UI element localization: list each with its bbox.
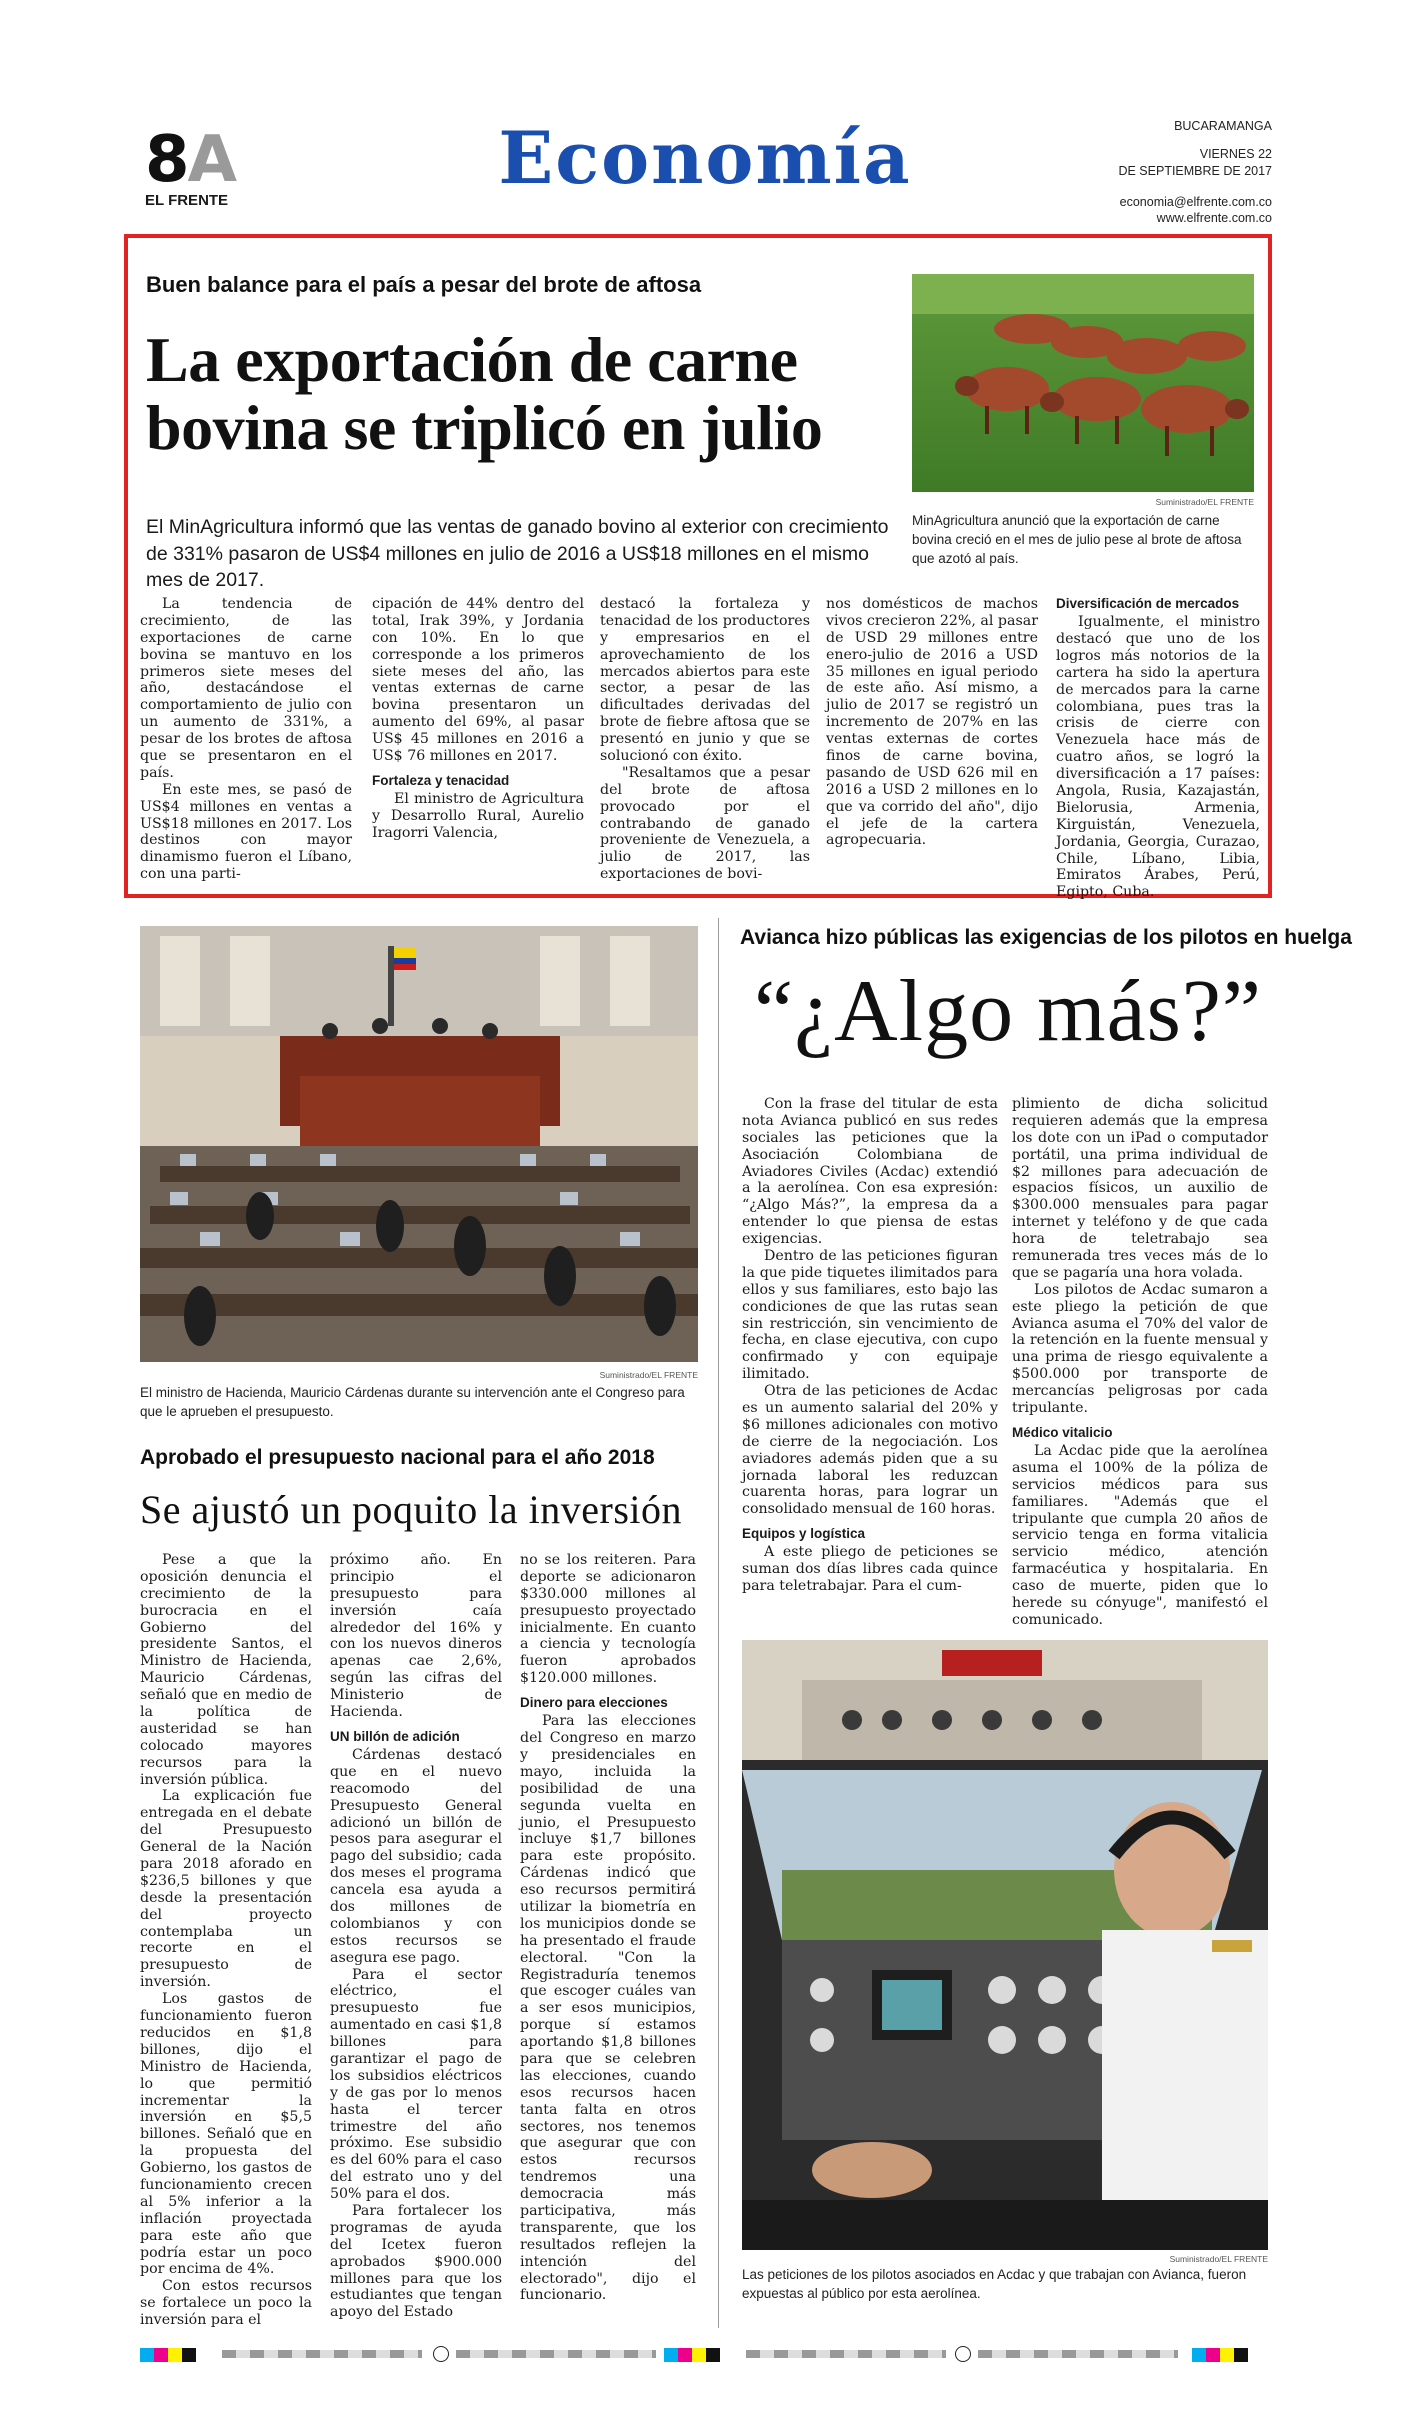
top-story-col-5: Diversificación de mercados Igualmente, el ministro destacó que uno de los logros más notorios de la cartera ha sido la apertura de mercados para la carne colombiana, pues tras la crisis de cierre con Venezuela hace más de cuatro años, se logró la diversificación a 17 países: Angola, Rusia, Kazajastán, Bielorusia, Armenia, Kirguistán, Venezuela, Jordania, Georgia, Curazao, Chile, Líbano, Libia, Emiratos Árabes, Perú, Egipto, Cuba. (1056, 596, 1260, 901)
contact-block (1120, 194, 1272, 227)
top-story-col-3: destacó la fortaleza y tenacidad de los productores y empresarios en el aprovechamiento de los mercados abiertos para este sector, a pesar de las dificultades derivadas del brote de fiebre aftosa que se presentó en junio y que se solucionó con éxito. "Resaltamos que a pesar del brote de aftosa provocado por el contrabando de ganado proveniente de Venezuela, a julio de 2017, las exportaciones de bovi- (600, 596, 810, 883)
website-link[interactable]: www.elfrente.com.co (1156, 211, 1272, 226)
top-story-col-2: cipación de 44% dentro del total, Irak 39%, y Jordania con 10%. En lo que corresponde a los primeros siete meses del año, las ventas externas de carne bovina presentaron un aumento del 69%, al pasar US$ 45 millones en 2016 a US$ 76 millones en 2017. Fortaleza y tenacidad El ministro de Agricultura y Desarrollo Rural, Aurelio Iragorri Valencia, (372, 596, 584, 841)
subhead-equipos: Equipos y logística (742, 1526, 866, 1542)
subhead-billon: UN billón de adición (330, 1728, 460, 1744)
paper-name: EL FRENTE (145, 192, 229, 209)
section-title: Economía (498, 115, 912, 200)
top-story-headline: La exportación de carne bovina se triplicó en julio (146, 324, 823, 463)
cattle-photo-caption: MinAgricultura anunció que la exportación de carne bovina creció en el mes de julio pese al brote de aftosa que azotó al país. (912, 513, 1242, 566)
gray-bar-far-right (978, 2350, 1178, 2358)
page-number: 8A (145, 123, 236, 197)
city: BUCARAMANGA (1174, 119, 1272, 133)
subhead-diversificacion: Diversificación de mercados (1056, 596, 1240, 611)
top-story-col-4: nos domésticos de machos vivos crecieron 22%, al pasar de USD 29 millones entre enero-julio de 2016 a USD 35 millones en igual periodo de este año. Así mismo, a julio de 2017 se registró un incremento de 207% en las ventas externas de cortes finos de carne bovina, pasando de USD 626 mil en 2016 a USD 2 millones en lo que va corrido del año", dijo el jefe de la cartera agropecuaria. (826, 596, 1038, 849)
budget-story-kicker: Aprobado el presupuesto nacional para el año 2018 (140, 1446, 655, 1469)
date-line-2: DE SEPTIEMBRE DE 2017 (1118, 163, 1272, 178)
date-line-1: VIERNES 22 (1199, 147, 1272, 162)
color-bar-left (140, 2347, 210, 2361)
email-link[interactable]: economia@elfrente.com.co (1119, 195, 1272, 209)
top-story-deck: El MinAgricultura informó que las ventas de ganado bovino al exterior con crecimiento de 331% pasaron de US$4 millones en julio de 2016 a US$18 millones en el mismo mes de 2017. (146, 516, 889, 592)
gray-bar-left (222, 2350, 422, 2358)
registration-mark-left (433, 2346, 449, 2362)
cattle-photo (912, 274, 1254, 492)
budget-story-headline: Se ajustó un poquito la inversión (140, 1487, 683, 1532)
registration-mark-right (955, 2346, 971, 2362)
top-story-kicker: Buen balance para el país a pesar del brote de aftosa (146, 272, 702, 297)
congress-photo-caption: El ministro de Hacienda, Mauricio Cárdenas durante su intervención ante el Congreso para que le aprueben el presupuesto. (140, 1385, 685, 1419)
congress-photo-credit: Suministrado/EL FRENTE (599, 1370, 698, 1380)
gray-bar-center (456, 2350, 656, 2358)
subhead-medico: Médico vitalicio (1012, 1424, 1113, 1440)
avianca-story-kicker: Avianca hizo públicas las exigencias de los pilotos en huelga (740, 926, 1352, 949)
budget-story-col-3: no se los reiteren. Para deporte se adicionaron $330.000 millones al presupuesto proyectado inicialmente. En cuanto a ciencia y tecnología fueron aprobados $120.000 millones. Dinero para elecciones Para las elecciones del Congreso en marzo y presidenciales en mayo, incluida la posibilidad de una segunda vuelta en junio, el Presupuesto incluye $1,7 billones para este propósito. Cárdenas indicó que eso recursos permitirá utilizar la biometría en los municipios donde se ha presentado el fraude electoral. "Con la Registraduría tenemos que escoger cuáles van a ser esos municipios, porque sí estamos aportando $1,8 billones para que se celebren las elecciones, cuando esos recursos hacen tanta falta en otros sectores, nos tenemos que asegurar que con estos recursos tendremos una democracia más participativa, más transparente, que los resultados reflejen la intención del electorado", dijo el funcionario. (520, 1552, 696, 2304)
color-bar-center (664, 2347, 734, 2361)
gray-bar-right (746, 2350, 946, 2358)
subhead-elecciones: Dinero para elecciones (520, 1695, 668, 1711)
date-block (1118, 118, 1272, 179)
avianca-story-col-1: Con la frase del titular de esta nota Avianca publicó en sus redes sociales las peticiones que la Asociación Colombiana de Aviadores Civiles (Acdac) extendió a la aerolínea. Con esa expresión: “¿Algo Más?”, la empresa da a entender lo que piensa de estas exigencias. Dentro de las peticiones figuran la que pide tiquetes ilimitados para ellos y sus familiares, esto bajo las condiciones de que las rutas sean sin restricción, sin vencimiento de fecha, en clase ejecutiva, con cupo confirmado y con equipaje ilimitado. Otra de las peticiones de Acdac es un aumento salarial del 20% y $6 millones adicionales con motivo de cierre de la negociación. Los aviadores además piden que a su jornada laboral les reduzcan cuarenta horas, para lograr un consolidado mensual de 160 horas. Equipos y logística A este pliego de peticiones se suman dos días libres cada quince para teletrabajar. Para el cum- (742, 1096, 998, 1595)
subhead-fortaleza: Fortaleza y tenacidad (372, 772, 510, 788)
column-divider (718, 918, 719, 2328)
color-bar-right (1192, 2347, 1262, 2361)
cockpit-photo-credit: Suministrado/EL FRENTE (1169, 2254, 1268, 2264)
budget-story-col-1: Pese a que la oposición denuncia el crecimiento de la burocracia en el Gobierno del presidente Santos, el Ministro de Hacienda, Mauricio Cárdenas, señaló que en medio de la política de austeridad se han colocado mayores recursos para la inversión pública. La explicación fue entregada en el debate del Presupuesto General de la Nación para 2018 aforado en $236,5 billones y que desde la presentación del proyecto contemplaba un recorte en el presupuesto de inversión. Los gastos de funcionamiento fueron reducidos en $1,8 billones, dijo el Ministro de Hacienda, lo que permitió incrementar la inversión en $5,5 billones. Señaló que en la propuesta del Gobierno, los gastos de funcionamiento crecen al 5% inferior a la inflación proyectada para este año que podría estar un poco por encima de 4%. Con estos recursos se fortalece un poco la inversión para el (140, 1552, 312, 2329)
top-story-col-1: La tendencia de crecimiento, de las exportaciones de carne bovina se mantuvo en los primeros siete meses del año, destacándose el comportamiento de julio con un aumento de 331%, a pesar de los brotes de aftosa que se presentaron en el país. En este mes, se pasó de US$4 millones en ventas a US$18 millones en 2017. Los destinos con mayor dinamismo fueron el Líbano, con una parti- (140, 596, 352, 883)
cockpit-photo-caption: Las peticiones de los pilotos asociados en Acdac y que trabajan con Avianca, fueron expuestas al público por esta aerolínea. (742, 2267, 1247, 2301)
avianca-story-headline: “¿Algo más?” (754, 963, 1262, 1060)
avianca-story-col-2: plimiento de dicha solicitud requieren además que la empresa los dote con un iPad o computador portátil, una prima individual de $2 millones para adecuación de espacios físicos, un auxilio de $300.000 mensuales para pagar internet y teléfono y de que cada hora de teletrabajo sea remunerada tres veces más de lo que se pagaría una hora volada. Los pilotos de Acdac sumaron a este pliego la petición de que Avianca asuma el 70% del valor de la retención en la fuente mensual y una prima de riesgo equivalente a $500.000 por transporte de mercancías peligrosas por cada tripulante. Médico vitalicio La Acdac pide que la aerolínea asuma el 100% de la póliza de servicios médicos para sus familiares. "Además que el tripulante que cumpla 20 años de servicio tenga en forma vitalicia servicio médico, atención farmacéutica y hospitalaria. En caso de muerte, piden que lo herede su cónyuge", manifestó el comunicado. (1012, 1096, 1268, 1628)
budget-story-col-2: próximo año. En principio el presupuesto para inversión caía alrededor del 16% y con los nuevos dineros apenas cae 2,6%, según las cifras del Ministerio de Hacienda. UN billón de adición Cárdenas destacó que en el nuevo reacomodo del Presupuesto General adicionó un billón de pesos para asegurar el pago del subsidio; cada dos meses el programa cancela esa ayuda a dos millones de colombianos y con estos recursos se asegura ese pago. Para el sector eléctrico, el presupuesto fue aumentado en casi $1,8 billones para garantizar el pago de los subsidios eléctricos y de gas por lo menos hasta el tercer trimestre del año próximo. Ese subsidio es del 60% para el caso del estrato uno y del 50% para el dos. Para fortalecer los programas de ayuda del Icetex fueron aprobados $900.000 millones para que los estudiantes que tengan apoyo del Estado (330, 1552, 502, 2321)
congress-photo (140, 926, 698, 1362)
cockpit-photo (742, 1640, 1268, 2250)
cattle-photo-credit: Suministrado/EL FRENTE (1155, 497, 1254, 507)
